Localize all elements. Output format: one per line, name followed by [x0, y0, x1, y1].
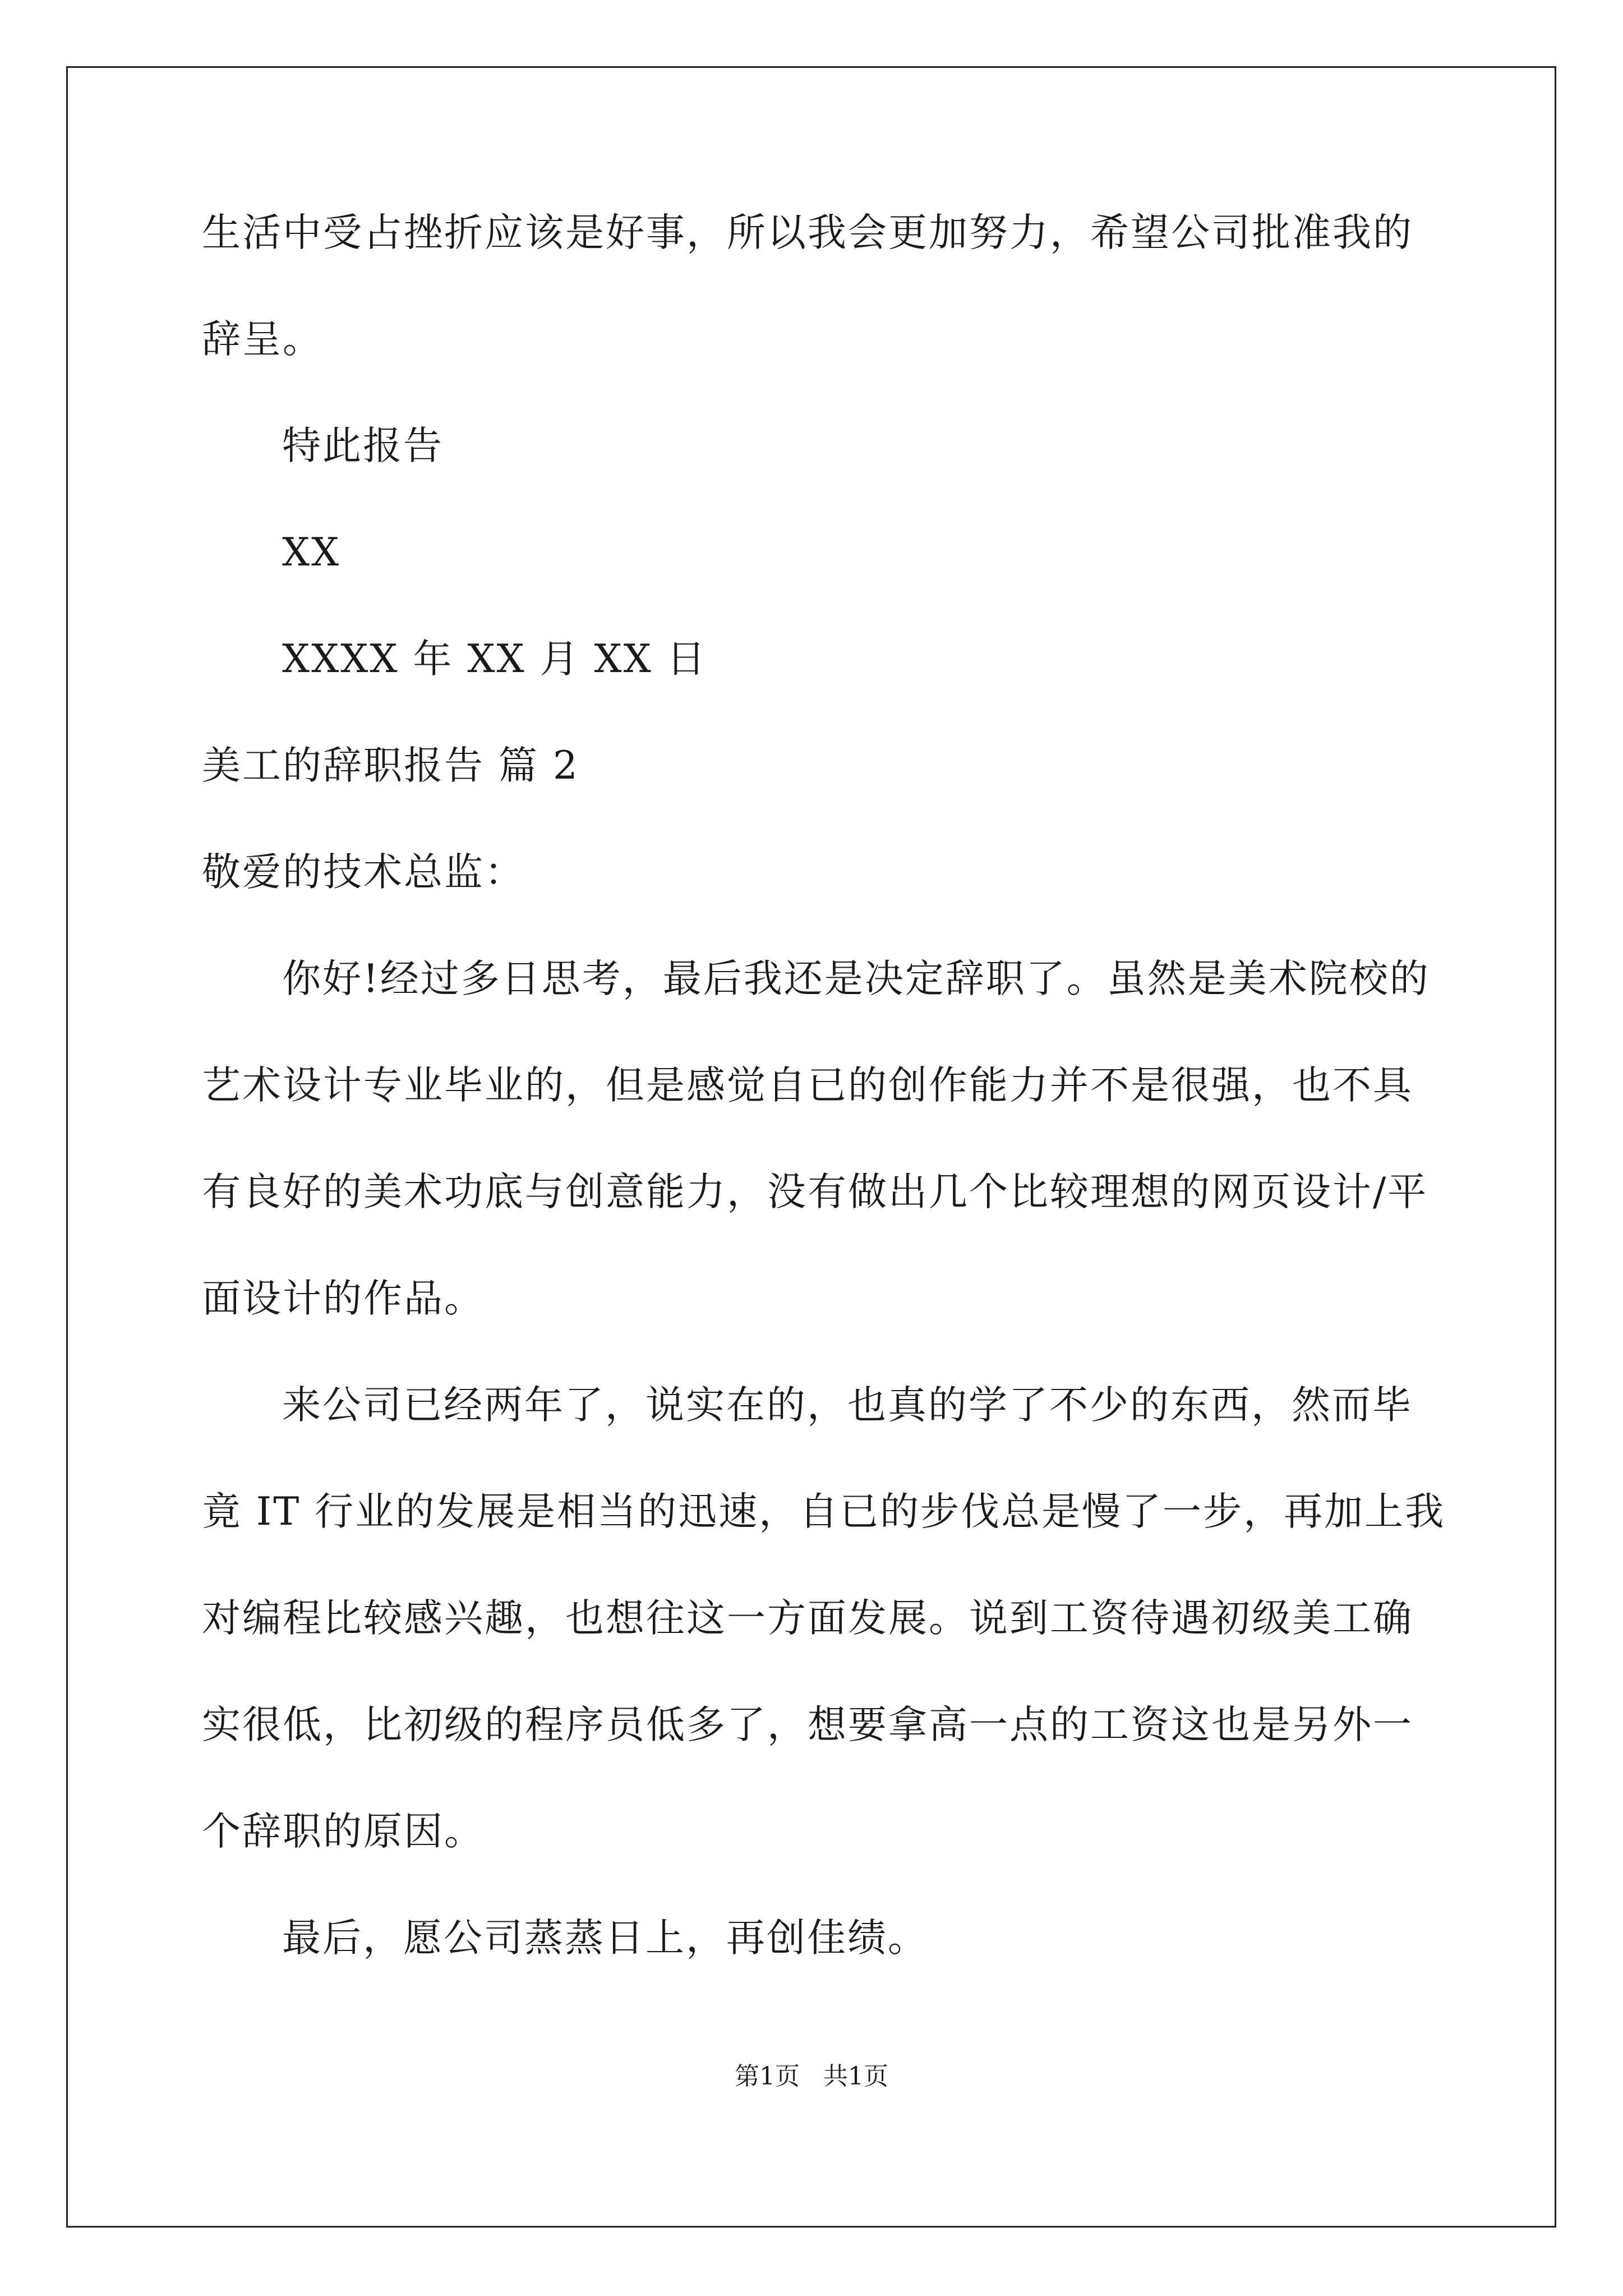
page-number-footer: 第1页 共1页 [735, 2062, 888, 2091]
paragraph-line: 有良好的美术功底与创意能力，没有做出几个比较理想的网页设计/平 [202, 1170, 1428, 1214]
paragraph-line: 你好!经过多日思考，最后我还是决定辞职了。虽然是美术院校的 [282, 956, 1430, 1001]
paragraph-line: 实很低，比初级的程序员低多了，想要拿高一点的工资这也是另外一 [202, 1703, 1413, 1747]
paragraph-line: 竟 IT 行业的发展是相当的迅速，自已的步伐总是慢了一步，再加上我 [202, 1489, 1446, 1534]
signature-date: XXXX 年 XX 月 XX 日 [282, 637, 707, 682]
closing-phrase: 特此报告 [282, 424, 444, 468]
salutation: 敬爱的技术总监： [202, 850, 525, 895]
paragraph-line: 来公司已经两年了，说实在的，也真的学了不少的东西，然而毕 [282, 1383, 1413, 1428]
paragraph-line: 辞呈。 [202, 317, 323, 362]
paragraph-line: 面设计的作品。 [202, 1276, 485, 1321]
paragraph-line: 最后，愿公司蒸蒸日上，再创佳绩。 [282, 1916, 928, 1961]
paragraph-line: 艺术设计专业毕业的，但是感觉自已的创作能力并不是很强，也不具 [202, 1063, 1413, 1108]
page-border [66, 66, 1556, 2228]
paragraph-line: 个辞职的原因。 [202, 1809, 485, 1854]
paragraph-line: 对编程比较感兴趣，也想往这一方面发展。说到工资待遇初级美工确 [202, 1596, 1413, 1641]
signature-name: XX [282, 530, 341, 575]
section-heading: 美工的辞职报告 篇 2 [202, 743, 579, 788]
paragraph-line: 生活中受占挫折应该是好事，所以我会更加努力，希望公司批准我的 [202, 210, 1413, 255]
